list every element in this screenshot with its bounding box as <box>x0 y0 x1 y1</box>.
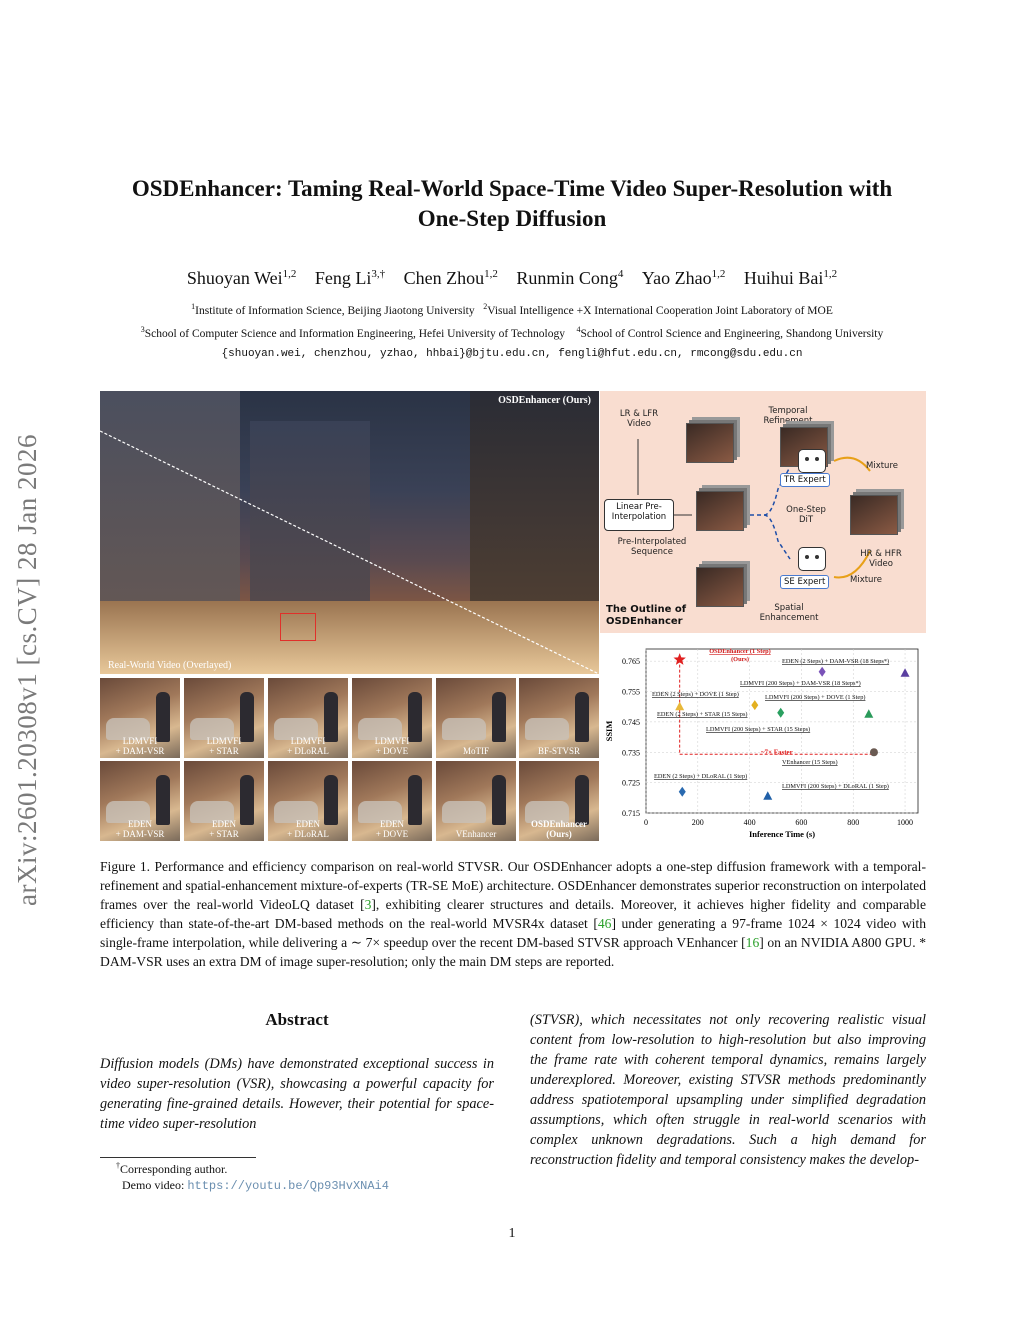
data-label: OSDEnhancer (1 Step) <box>709 648 771 655</box>
affiliation-line-1: $^1$Institute of Information Science, Beijing Jiaotong University $^2$Visual Intelligence +X International Cooperation Joint Laboratory of MOE <box>191 302 833 317</box>
demo-video-link[interactable]: https://youtu.be/Qp93HvXNAi4 <box>187 1179 389 1193</box>
footnote-demo: Demo video: https://youtu.be/Qp93HvXNAi4 <box>122 1178 389 1193</box>
x-tick-label: 200 <box>691 818 704 827</box>
comparison-crop-ours: OSDEnhancer (Ours) <box>519 761 599 841</box>
x-tick-label: 800 <box>847 818 860 827</box>
framework-diagram <box>600 391 926 633</box>
author: Huihui Bai$^{1,2}$ <box>743 268 838 288</box>
affiliation-line-2: $^3$School of Computer Science and Information Engineering, Hefei University of Technology $^4$School of Control Science and Engineering, Shandong University <box>140 325 884 340</box>
abstract-left-column: Diffusion models (DMs) have demonstrated exceptional success in video super-resolution (VSR), showcasing a powerful capacity for generating fine-grained details. However, their potential for space-time video super-resolution <box>100 1056 494 1132</box>
comparison-crop: EDEN + STAR <box>184 761 264 841</box>
footnote-rule <box>100 1157 256 1158</box>
pre-interpolated-sequence-label: Pre-Interpolated Sequence <box>617 537 687 557</box>
x-tick-label: 1000 <box>897 818 914 827</box>
figure-caption: Figure 1. Performance and efficiency comparison on real-world STVSR. Our OSDEnhancer adopts a one-step diffusion framework with a temporal-refinement and spatial-enhancement mixture-of-experts (TR-SE MoE) architecture. OSDEnhancer demonstrates superior reconstruction on interpolated frames over the real-world VideoLQ dataset [3], exhibiting clearer structures and details. Moreover, it achieves higher fidelity and comparable efficiency than state-of-the-art DM-based methods on the real-world MVSR4x dataset [46] under generating a 97-frame 1024 × 1024 video with single-frame interpolation, while delivering a ∼ 7× speedup over the recent DM-based STVSR approach VEnhancer [16] on an NVIDIA A800 GPU. * DAM-VSR uses an extra DM of image super-resolution; only the main DM steps are reported. <box>100 859 926 969</box>
data-label: EDEN (2 Steps) + STAR (15 Steps) <box>657 711 748 718</box>
author: Yao Zhao$^{1,2}$ <box>641 268 726 288</box>
lr-lfr-video-label: LR & LFR Video <box>619 409 659 429</box>
data-label: (Ours) <box>731 656 749 663</box>
video-frame-thumb <box>850 495 898 535</box>
data-label: EDEN (2 Steps) + DAM-VSR (18 Steps*) <box>782 658 890 665</box>
author: Feng $Li^{3,\dagger}$ <box>314 268 386 288</box>
x-tick-label: 0 <box>644 818 648 827</box>
citation-link[interactable]: 3 <box>364 897 372 912</box>
mixture-bottom-label: Mixture <box>850 575 882 585</box>
data-label: EDEN (2 Steps) + DOVE (1 Step) <box>652 691 739 698</box>
se-expert-label: SE Expert <box>780 575 829 589</box>
one-step-dit-label: One-Step DiT <box>786 505 826 525</box>
comparison-crop: EDEN + DLoRAL <box>268 761 348 841</box>
title-line-2: One-Step Diffusion <box>417 206 607 231</box>
framework-outline-title: The Outline of OSDEnhancer <box>606 604 687 627</box>
video-frame-thumb <box>696 491 744 531</box>
title-line-1: OSDEnhancer: Taming Real-World Space-Time Video Super-Resolution with <box>131 176 893 201</box>
y-axis-label: SSIM <box>604 720 614 742</box>
overlay-divider-line <box>100 391 599 674</box>
temporal-refinement-label: Temporal Refinement <box>763 406 813 426</box>
abstract-right-column: (STVSR), which necessitates not only recovering realistic visual content from low-resolution to high-resolution but also improving the frame rate with coherent temporal dynamics, remains largely underexplored. Moreover, existing STVSR methods predominantly address spatiotemporal upsampling under simplified degradation assumptions, which often struggle in real-world scenarios with complex unknown degradations. Such a high demand for reconstruction fidelity and temporal consistency makes the develop- <box>530 1012 926 1168</box>
comparison-crop: BF-STVSR <box>519 678 599 758</box>
spatial-enhancement-label: Spatial Enhancement <box>759 603 819 623</box>
photo-label-real-world: Real-World Video (Overlayed) <box>108 660 232 671</box>
y-tick-label: 0.735 <box>622 748 640 758</box>
comparison-crop: VEnhancer <box>436 761 516 841</box>
real-world-video-photo <box>100 391 599 674</box>
y-tick-label: 0.725 <box>622 778 640 788</box>
ssim-vs-time-chart <box>600 641 926 841</box>
y-tick-label: 0.755 <box>622 687 640 697</box>
data-label: LDMVFI (200 Steps) + DLoRAL (1 Step) <box>782 783 889 790</box>
chart-svg <box>600 641 926 841</box>
data-label: VEnhancer (15 Steps) <box>782 759 838 766</box>
page-number: 1 <box>508 1226 516 1241</box>
y-tick-label: 0.715 <box>622 809 640 818</box>
x-tick-label: 600 <box>795 818 808 827</box>
tr-expert-robot-icon <box>798 449 826 473</box>
x-tick-label: 400 <box>743 818 756 827</box>
y-tick-label: 0.765 <box>622 657 640 667</box>
speedup-annotation: ~7× Faster <box>760 748 793 757</box>
arxiv-identifier: arXiv:2601.20308v1 [cs.CV] 28 Jan 2026 <box>12 434 42 906</box>
y-tick-label: 0.745 <box>622 717 640 727</box>
video-frame-thumb <box>696 567 744 607</box>
photo-label-ours: OSDEnhancer (Ours) <box>498 395 591 406</box>
author-list <box>100 268 924 289</box>
data-label: EDEN (2 Steps) + DLoRAL (1 Step) <box>654 773 748 780</box>
abstract-heading: Abstract <box>265 1010 329 1029</box>
data-label: LDMVFI (200 Steps) + DAM-VSR (18 Steps*) <box>740 680 861 687</box>
footnote-corresponding: †Corresponding author. <box>116 1161 228 1176</box>
comparison-crop: LDMVFI + DLoRAL <box>268 678 348 758</box>
author: Runmin Cong$^4$ <box>516 268 624 288</box>
video-frame-thumb <box>686 423 734 463</box>
tr-expert-label: TR Expert <box>780 473 830 487</box>
author: Shuoyan Wei$^{1,2}$ <box>186 268 297 288</box>
comparison-crop: LDMVFI + DAM-VSR <box>100 678 180 758</box>
citation-link[interactable]: 16 <box>745 935 760 950</box>
linear-pre-interpolation-box: Linear Pre- Interpolation <box>604 499 674 531</box>
comparison-crop: EDEN + DOVE <box>352 761 432 841</box>
x-axis-label: Inference Time (s) <box>748 829 816 839</box>
comparison-crop: MoTIF <box>436 678 516 758</box>
comparison-crop: LDMVFI + DOVE <box>352 678 432 758</box>
mixture-top-label: Mixture <box>866 461 898 471</box>
zoom-region-box <box>280 613 316 641</box>
data-label: LDMVFI (200 Steps) + DOVE (1 Step) <box>765 694 866 701</box>
paper-title <box>100 174 924 234</box>
comparison-crop: EDEN + DAM-VSR <box>100 761 180 841</box>
author: Chen Zhou$^{1,2}$ <box>403 268 498 288</box>
comparison-crop: LDMVFI + STAR <box>184 678 264 758</box>
author-emails: {shuoyan.wei, chenzhou, yzhao, hhbai}@bjtu.edu.cn, fengli@hfut.edu.cn, rmcong@sdu.edu.cn <box>221 348 803 360</box>
data-point-circle <box>870 748 878 756</box>
se-expert-robot-icon <box>798 547 826 571</box>
data-label: LDMVFI (200 Steps) + STAR (15 Steps) <box>706 726 811 733</box>
citation-link[interactable]: 46 <box>597 916 612 931</box>
hr-hfr-video-label: HR & HFR Video <box>860 549 902 569</box>
